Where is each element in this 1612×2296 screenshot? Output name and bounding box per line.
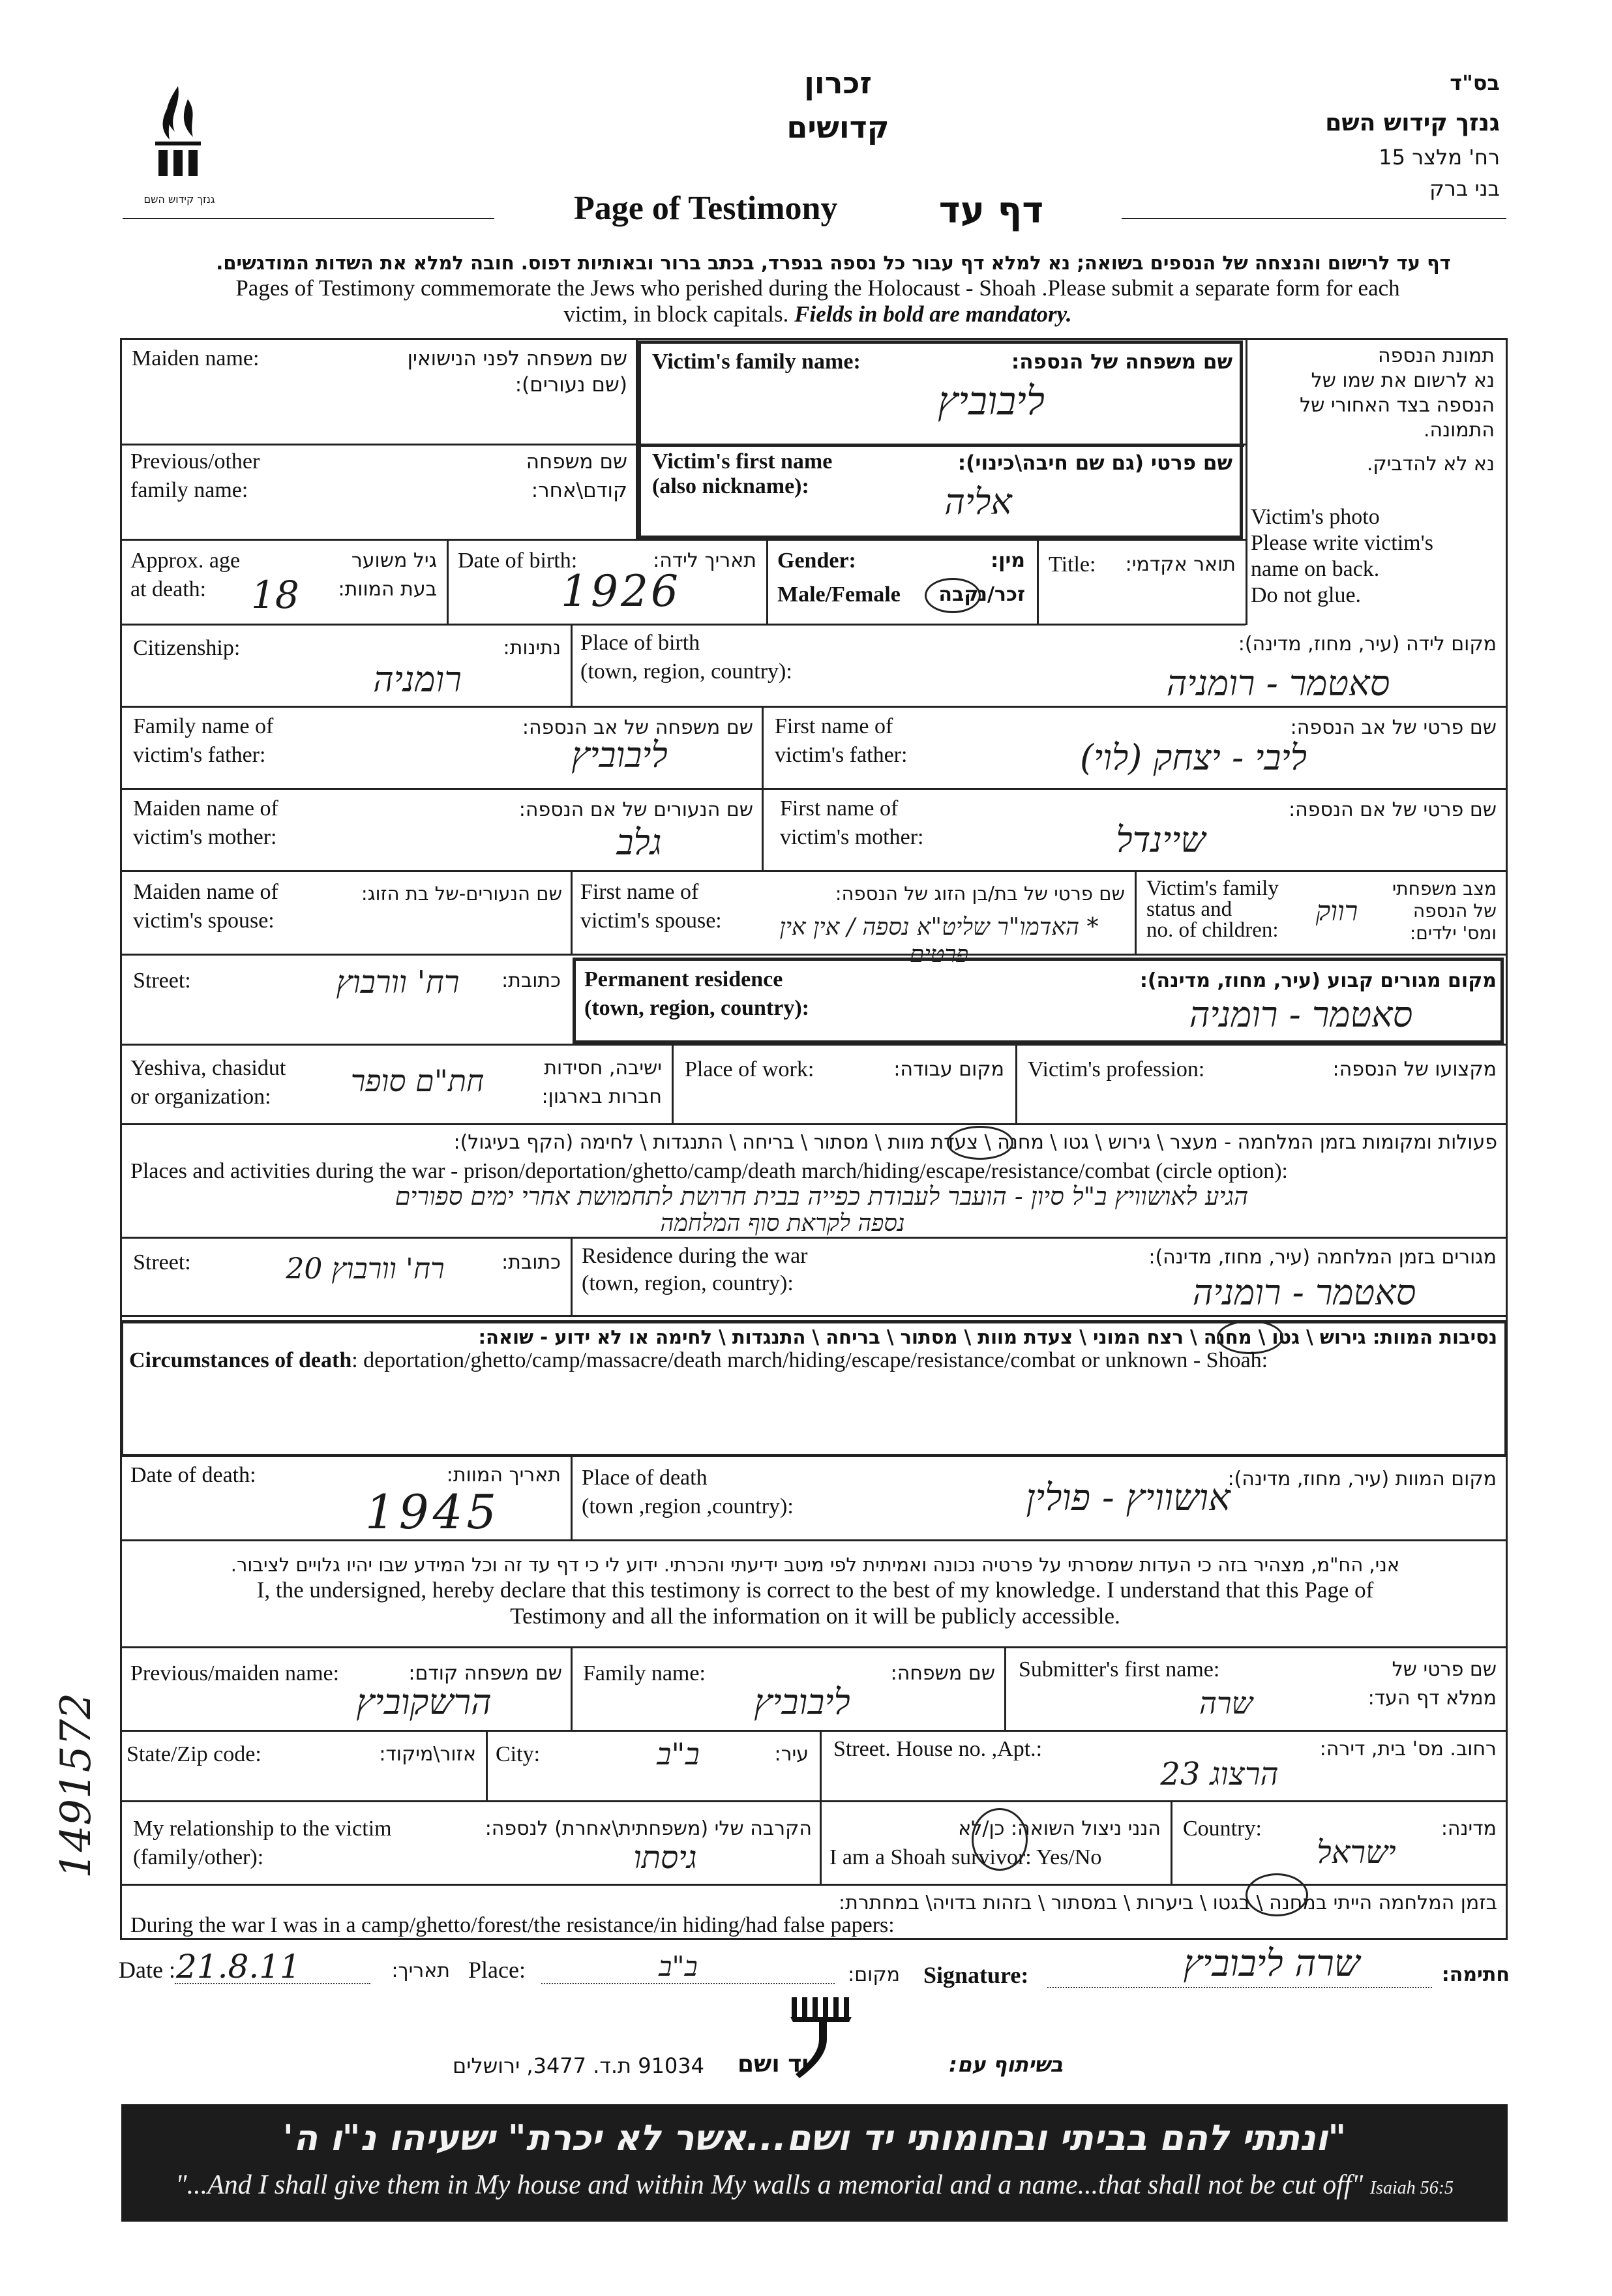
submitter-country-label: Country: — [1183, 1817, 1262, 1841]
status-label-he-1: מצב משפחתי — [1392, 878, 1497, 899]
submitter-street-label: Street. House no. ,Apt.: — [833, 1737, 1043, 1761]
relationship-label-1: My relationship to the victim — [133, 1817, 392, 1841]
yad-vashem-name: יד ושם — [737, 2051, 809, 2077]
death-date-value: 1945 — [365, 1485, 501, 1539]
status-label-3: no. of children: — [1146, 918, 1279, 942]
gender-label-1: Gender: — [777, 549, 856, 573]
war-camp-circle-mark — [947, 1126, 1013, 1160]
age-label-2: at death: — [130, 577, 207, 601]
quote-he: "ונתתי להם בביתי ובחומותי יד ושם...אשר לא יכרת" ישעיהו נ"ו ה' — [282, 2117, 1347, 2158]
signature-label-he: חתימה: — [1441, 1963, 1510, 1986]
submitter-city-label-he: עיר: — [774, 1743, 809, 1766]
dob-value: 1926 — [561, 566, 681, 616]
father-first-label-1: First name of — [775, 714, 893, 738]
profession-label: Victim's profession: — [1028, 1057, 1205, 1081]
prev-family-label-he-1: שם משפחה — [526, 450, 627, 474]
photo-box-he-2: נא לרשום את שמו של — [1311, 369, 1495, 392]
father-first-label-he: שם פרטי של אב הנספה: — [1290, 716, 1497, 739]
citizenship-label-he: נתינות: — [503, 637, 561, 659]
death-place-label-1: Place of death — [582, 1466, 708, 1490]
photo-box-he-5: נא לא להדביק. — [1366, 453, 1495, 476]
top-right-line-4: בני ברק — [1429, 176, 1500, 201]
submitter-family-label: Family name: — [583, 1661, 706, 1685]
dob-label-he: תאריך לידה: — [653, 549, 756, 572]
title-label: Title: — [1049, 552, 1096, 577]
survivor-label-he: הנני ניצול השואה: כן/לא — [958, 1817, 1161, 1840]
center-heading-1: זכרון — [804, 65, 872, 100]
title-label-he: תואר אקדמי: — [1125, 553, 1236, 576]
sign-place-value: ב"ב — [659, 1950, 698, 1982]
residence-label-he: מקום מגורים קבוע (עיר, מחוז, מדינה): — [1139, 969, 1497, 992]
sign-date-label: Date : — [119, 1957, 175, 1983]
father-family-label-he: שם משפחה של אב הנספה: — [522, 716, 753, 739]
submitter-street-value: הרצוג 23 — [1160, 1756, 1279, 1792]
sign-place-label: Place: — [468, 1957, 526, 1983]
declaration-en-1: I, the undersigned, hereby declare that this testimony is correct to the best of my knowledge. I understand that this Page of — [256, 1577, 1374, 1603]
war-residence-label-1: Residence during the war — [582, 1244, 808, 1268]
circumstances-label-en-bold: Circumstances of death — [129, 1348, 352, 1372]
submitter-first-label: Submitter's first name: — [1019, 1657, 1220, 1682]
mother-maiden-label-2: victim's mother: — [133, 825, 277, 849]
father-family-value: ליבוביץ — [571, 734, 668, 776]
status-label-he-3: ומס' ילדים: — [1409, 922, 1497, 944]
submitter-prev-value: הרשקוביץ — [356, 1682, 492, 1723]
submitter-city-label: City: — [496, 1742, 541, 1766]
father-family-label-1: Family name of — [133, 714, 274, 738]
war-places-label-en: Places and activities during the war - prison/deportation/ghetto/camp/death march/hiding/escape/resistance/combat (circle option): — [130, 1159, 1288, 1183]
footer-address: 91034 ת.ד. 3477, ירושלים — [453, 2053, 704, 2078]
mother-first-label-1: First name of — [780, 796, 899, 821]
yeshiva-label-2: or organization: — [130, 1085, 271, 1109]
death-place-label-he: מקום המוות (עיר, מחוז, מדינה): — [1227, 1468, 1497, 1490]
mother-first-label-2: victim's mother: — [780, 825, 924, 849]
mother-maiden-value: גלב — [616, 822, 662, 863]
page-title-en: Page of Testimony — [574, 190, 838, 227]
instructions-en-2-text: victim, in block capitals. — [563, 301, 789, 327]
prev-family-label-2: family name: — [130, 478, 248, 502]
instructions-en-2 — [140, 301, 1496, 327]
submitter-war-label-he: בזמן המלחמה הייתי במחנה \ בגטו \ ביערות \ במסתור \ בזהות בדויה\ במחתרת: — [839, 1892, 1497, 1914]
quote-en-text: "...And I shall give them in My house and within My walls a memorial and a name...that shall not be cut off" — [175, 2170, 1364, 2200]
submitter-family-label-he: שם משפחה: — [890, 1662, 995, 1685]
pob-value: סאטמר - רומניה — [1166, 663, 1390, 704]
work-label-he: מקום עבודה: — [893, 1058, 1004, 1081]
photo-box-en-1: Victim's photo — [1251, 505, 1380, 529]
father-family-label-2: victim's father: — [133, 743, 266, 767]
citizenship-label: Citizenship: — [133, 636, 241, 660]
survivor-yes-circle-mark — [972, 1808, 1028, 1871]
prev-family-label-1: Previous/other — [130, 449, 260, 474]
spouse-first-label-2: victim's spouse: — [580, 909, 722, 933]
citizenship-value: רומניה — [373, 659, 462, 700]
logo — [142, 80, 214, 190]
top-right-line-3: רח' מלצר 15 — [1379, 145, 1500, 170]
status-value: רווק — [1315, 895, 1358, 927]
war-places-value-1: הגיע לאושוויץ ב"ל סיון - הועבר לעבודת כפייה בבית חרושת לתחמושת אחרי ימים ספורים — [395, 1182, 1249, 1211]
photo-box-he-1: תמונת הנספה — [1378, 344, 1495, 367]
submitter-country-value: ישראל — [1317, 1834, 1396, 1871]
relationship-label-2: (family/other): — [133, 1845, 264, 1869]
yeshiva-label-he-1: ישיבה, חסידות — [544, 1057, 662, 1080]
submitter-country-label-he: מדינה: — [1440, 1817, 1497, 1840]
war-residence-value: סאטמר - רומניה — [1192, 1272, 1416, 1313]
submitter-zip-label: State/Zip code: — [127, 1742, 261, 1766]
instructions-he: דף עד לרישום והנצחה של הנספים בשואה; נא למלא דף עבור כל נספה בנפרד, בכתב ברור ובאותיות דפוס. חובה למלא את השדות המודגשים. — [216, 252, 1451, 274]
spouse-maiden-label-2: victim's spouse: — [133, 909, 275, 933]
father-first-value: ליבי - יצחק (לוי) — [1079, 737, 1307, 778]
prev-family-label-he-2: קודם\אחר: — [531, 479, 627, 502]
photo-box-en-2: Please write victim's — [1251, 531, 1433, 555]
age-label-he-2: בעת המוות: — [338, 578, 437, 601]
submitter-war-camp-circle-mark — [1246, 1873, 1308, 1916]
top-right-line-1: בס"ד — [1450, 70, 1500, 95]
death-place-value: אושוויץ - פולין — [1026, 1477, 1231, 1519]
status-label-1: Victim's family — [1146, 877, 1279, 900]
mother-first-value: שיינדל — [1116, 819, 1206, 860]
submitter-first-label-he-2: ממלא דף העד: — [1367, 1687, 1497, 1710]
profession-label-he: מקצועו של הנספה: — [1332, 1058, 1497, 1081]
victim-family-name-label: Victim's family name: — [652, 350, 861, 374]
spouse-first-label-1: First name of — [580, 880, 699, 904]
death-place-label-2: (town ,region ,country): — [582, 1494, 794, 1518]
instructions-en-1: Pages of Testimony commemorate the Jews who perished during the Holocaust - Shoah .Please submit a separate form for each — [235, 275, 1400, 301]
relationship-label-he: הקרבה שלי (משפחתית\אחרת) לנספה: — [485, 1817, 812, 1840]
submitter-zip-label-he: אזור\מיקוד: — [379, 1743, 476, 1766]
photo-box-he-3: הנספה בצד האחורי של — [1300, 394, 1495, 417]
declaration-he: אני, הח"מ, מצהיר בזה כי העדות שמסרתי על פרטיה נכונה ואמיתית לפי מיטב ידיעתי והכרתי. ידוע לי כי דף עד זה וכל המידע שבו יהיו גלויים לציבור. — [230, 1554, 1400, 1576]
relationship-value: גיסתו — [633, 1839, 697, 1876]
submitter-first-value: שרה — [1199, 1685, 1253, 1721]
spouse-maiden-label-he: שם הנעורים-של בת הזוג: — [361, 883, 562, 905]
photo-box-he-4: התמונה. — [1423, 419, 1495, 442]
war-street-value: רח' וורבוץ 20 — [286, 1252, 445, 1286]
quote-en — [134, 2169, 1495, 2201]
submitter-war-label-en: During the war I was in a camp/ghetto/forest/the resistance/in hiding/had false papers: — [130, 1913, 895, 1937]
status-label-2: status and — [1146, 898, 1232, 921]
photo-box-en-4: Do not glue. — [1251, 583, 1362, 607]
instructions-en-bold: Fields in bold are mandatory. — [794, 301, 1072, 327]
logo-text: גנזך קידוש השם — [143, 193, 215, 205]
age-label-1: Approx. age — [130, 549, 241, 573]
death-date-label: Date of death: — [130, 1463, 256, 1487]
victim-first-name-label-1: Victim's first name — [652, 449, 833, 474]
spouse-maiden-label-1: Maiden name of — [133, 880, 278, 904]
maiden-name-label-he-2: (שם נעורים): — [515, 373, 627, 397]
war-street-label: Street: — [133, 1250, 191, 1275]
age-label-he-1: גיל משוער — [351, 549, 437, 572]
survivor-label-en: I am a Shoah survivor: Yes/No — [829, 1845, 1102, 1869]
residence-value: סאטמר - רומניה — [1189, 994, 1413, 1035]
war-residence-label-he: מגורים בזמן המלחמה (עיר, מחוז, מדינה): — [1148, 1246, 1497, 1269]
submitter-first-label-he-1: שם פרטי של — [1392, 1658, 1497, 1681]
street-label: Street: — [133, 969, 191, 993]
maiden-name-label-he-1: שם משפחה לפני הנישואין — [407, 347, 627, 370]
victim-first-name-label-2: (also nickname): — [652, 474, 809, 498]
street-value: רח' וורבוץ — [336, 964, 460, 1001]
sign-date-label-he: תאריך: — [391, 1959, 450, 1982]
war-residence-label-2: (town, region, country): — [582, 1271, 794, 1295]
war-places-label-he: פעולות ומקומות בזמן המלחמה - מעצר \ גירוש \ גטו \ מחנה \ צעדת מוות \ מסתור \ בריחה \ התנגדות \ לחימה (הקף בעיגול): — [453, 1131, 1497, 1154]
circumstances-label-en — [129, 1348, 1499, 1374]
submitter-city-value: ב"ב — [657, 1736, 700, 1772]
submitter-prev-label: Previous/maiden name: — [130, 1661, 340, 1685]
declaration-en-2: Testimony and all the information on it will be publicly accessible. — [510, 1603, 1120, 1629]
spouse-first-value: * האדמו"ר שליט"א נספה / אין אין פרטים — [779, 914, 1099, 968]
yeshiva-value: חת"ם סופר — [350, 1063, 485, 1098]
margin-number: 1491572 — [52, 1692, 100, 1879]
gender-label-2: Male/Female — [777, 582, 901, 607]
gender-circle-mark — [925, 578, 981, 613]
gender-label-he-2: זכר/נקבה — [938, 583, 1025, 606]
top-right-line-2: גנזך קידוש השם — [1325, 110, 1500, 136]
circumstances-label-he: נסיבות המוות: גירוש \ גטו \ מחנה \ רצח המוני \ צעדת מוות \ מסתור \ בריחה \ התנגדות \ לחימה או לא ידוע - שואה: — [478, 1326, 1497, 1348]
yeshiva-label-he-2: חברות בארגון: — [541, 1085, 662, 1108]
victim-first-name-value: אליה — [944, 481, 1012, 522]
mother-maiden-label-1: Maiden name of — [133, 796, 278, 821]
victim-first-name-label-he: שם פרטי (גם שם חיבה\כינוי): — [957, 451, 1232, 475]
war-places-value-2: נספה לקראת סוף המלחמה — [660, 1210, 905, 1237]
sign-date-value: 21.8.11 — [176, 1948, 301, 1986]
maiden-name-label: Maiden name: — [132, 346, 260, 370]
father-first-label-2: victim's father: — [775, 743, 908, 767]
submitter-prev-label-he: שם משפחה קודם: — [408, 1662, 562, 1685]
death-date-label-he: תאריך המוות: — [446, 1464, 561, 1487]
photo-box-en-3: name on back. — [1251, 557, 1380, 581]
submitter-family-value: ליבוביץ — [754, 1682, 850, 1723]
victim-family-name-value: ליבוביץ — [938, 378, 1045, 424]
center-heading-2: קדושים — [786, 110, 889, 145]
partner-label-he: בשיתוף עם: — [949, 2052, 1063, 2077]
mother-first-label-he: שם פרטי של אם הנספה: — [1289, 798, 1497, 821]
spouse-first-label-he: שם פרטי של בת/בן הזוג של הנספה: — [835, 883, 1125, 905]
signature-label: Signature: — [923, 1962, 1029, 1988]
street-label-he: כתובת: — [501, 969, 561, 992]
residence-label-1: Permanent residence — [584, 967, 783, 991]
circumstances-label-en-text: : deportation/ghetto/camp/massacre/death march/hiding/escape/resistance/combat or unknown - Shoah: — [351, 1348, 1268, 1372]
signature-value: שרה ליבוביץ — [1183, 1942, 1360, 1985]
pob-label-2: (town, region, country): — [580, 659, 792, 684]
victim-family-name-label-he: שם משפחה של הנספה: — [1011, 350, 1232, 374]
status-label-he-2: של הנספה — [1412, 900, 1497, 922]
quote-ref: Isaiah 56:5 — [1369, 2178, 1454, 2198]
mother-maiden-label-he: שם הנעורים של אם הנספה: — [518, 798, 753, 821]
work-label: Place of work: — [685, 1057, 814, 1081]
dob-label: Date of birth: — [458, 549, 578, 573]
pob-label-1: Place of birth — [580, 631, 700, 655]
quote-banner — [121, 2104, 1508, 2222]
page-title-he: דף עד — [938, 189, 1044, 232]
yeshiva-label-1: Yeshiva, chasidut — [130, 1056, 286, 1080]
gender-label-he-1: מין: — [991, 549, 1025, 572]
residence-label-2: (town, region, country): — [584, 996, 809, 1020]
age-value: 18 — [251, 573, 299, 617]
pob-label-he: מקום לידה (עיר, מחוז, מדינה): — [1238, 633, 1497, 656]
submitter-street-label-he: רחוב. מס' בית, דירה: — [1319, 1738, 1497, 1760]
sign-place-label-he: מקום: — [848, 1963, 900, 1986]
war-street-label-he: כתובת: — [501, 1251, 561, 1274]
